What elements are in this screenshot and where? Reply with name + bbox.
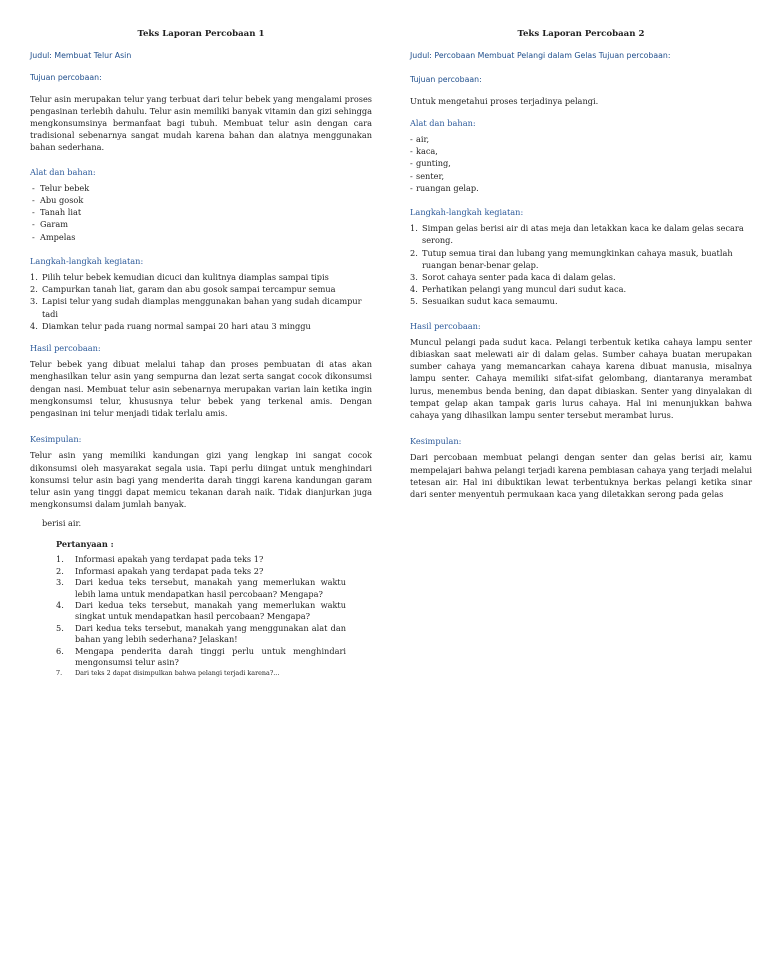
report-1-hasil-heading: Hasil percobaan: [30,343,101,354]
report-1 [30,24,372,511]
report-2-kesimpulan-text: Dari percobaan membuat pelangi dengan senter dan gelas berisi air, kamu mempelajari bahwa pelangi terjadi karena pembiasan cahaya yang terjadi melalui tetesan air. Hal ini dibuktikan lewat terbentuknya berkas pelangi ketika sinar dari senter menyentuh permukaan kaca yang diletakkan serong pada gelas [410,452,752,500]
question-item: 3. Dari kedua teks tersebut, manakah yang memerlukan waktu lebih lama untuk mendapatkan hasil percobaan? Mengapa? [56,577,346,599]
list-item: 5. Sesuaikan sudut kaca semaumu. [410,296,558,307]
list-item: 4. Diamkan telur pada ruang normal sampai 20 hari atau 3 minggu [30,320,311,331]
report-2-hasil-heading: Hasil percobaan: [410,320,481,331]
report-1-kesimpulan-text: Telur asin yang memiliki kandungan gizi yang lengkap ini sangat cocok dikonsumsi oleh masyarakat segala usia. Tapi perlu diingat untuk menghindari konsumsi telur asin bagi yang menderita darah tinggi karena kandungan garam telur asin yang tinggi dapat memicu tekanan darah naik. Tidak dianjurkan juga mengkonsumsi dalam jumlah banyak. [30,450,372,510]
report-1-langkah-heading: Langkah-langkah kegiatan: [30,255,144,266]
list-item: - air, [410,134,430,145]
list-item: - ruangan gelap. [410,182,479,193]
report-2 [410,24,752,500]
list-item: 2. Tutup semua tirai dan lubang yang memungkinkan cahaya masuk, buatlah ruangan benar-benar gelap. [410,247,733,270]
questions-list [56,554,346,679]
report-1-tujuan-heading: Tujuan percobaan: [30,73,102,83]
list-item: - Ampelas [32,231,76,242]
report-2-judul: Judul: Percobaan Membuat Pelangi dalam Gelas Tujuan percobaan: [410,51,671,61]
list-item: - Garam [32,219,68,230]
report-1-title: Teks Laporan Percobaan 1 [137,29,265,39]
question-item: 6. Mengapa penderita darah tinggi perlu untuk menghindari mengonsumsi telur asin? [56,645,346,668]
list-item: - Abu gosok [32,195,84,206]
list-item: - Tanah liat [32,207,82,218]
list-item: - Telur bebek [32,182,90,193]
report-2-hasil-text: Muncul pelangi pada sudut kaca. Pelangi terbentuk ketika cahaya lampu senter dibiaskan saat melewati air di dalam gelas. Sumber cahaya buatan merupakan sumber cahaya yang memancarkan cahaya karena dibuat manusia, misalnya lampu senter. Cahaya memiliki sifat-sifat gelombang, diantaranya merambat lurus, menembus benda bening, dan dapat dibiaskan. Senter yang dinyalakan di tempat gelap akan tampak garis lurus cahaya. Hal ini menunjukkan bahwa cahaya yang dihasilkan lampu senter tersebut merambat lurus. [410,336,752,421]
report-2-langkah-heading: Langkah-langkah kegiatan: [410,207,524,218]
question-item: 5. Dari kedua teks tersebut, manakah yang menggunakan alat dan bahan yang lebih sederhana? Jelaskan! [56,622,346,645]
list-item: 4. Perhatikan pelangi yang muncul dari sudut kaca. [410,284,627,295]
list-item: - gunting, [410,158,451,169]
question-item: 1. Informasi apakah yang terdapat pada teks 1? [56,554,264,565]
list-item: 1. Pilih telur bebek kemudian dicuci dan kulitnya diamplas sampai tipis [30,272,329,283]
question-item: 4. Dari kedua teks tersebut, manakah yang memerlukan waktu singkat untuk mendapatkan hasil percobaan? Mengapa? [56,600,346,622]
report-2-title: Teks Laporan Percobaan 2 [517,29,645,39]
list-item: 2. Campurkan tanah liat, garam dan abu gosok sampai tercampur semua [30,284,336,295]
list-item: 3. Lapisi telur yang sudah diamplas menggunakan bahan yang sudah dicampur tadi [30,296,362,319]
report-1-alat-list [30,182,372,243]
report-2-tujuan-heading: Tujuan percobaan: [410,75,482,85]
report-1-langkah-list [30,271,372,332]
questions-title: Pertanyaan : [56,539,114,549]
report-1-tujuan-text: Telur asin merupakan telur yang terbuat dari telur bebek yang mengalami proses pengasinan terlebih dahulu. Telur asin memiliki banyak vitamin dan gizi sehingga mengkonsumsinya bermanfaat bagi tubuh. Membuat telur asin dengan cara tradisional sebenarnya sangat mudah karena bahan dan alatnya menggunakan bahan sederhana. [30,93,372,153]
questions-section [56,539,346,680]
report-2-kesimpulan-heading: Kesimpulan: [410,436,462,447]
report-1-hasil-text: Telur bebek yang dibuat melalui tahap dan proses pembuatan di atas akan menghasilkan telur asin yang sempurna dan lezat serta sangat cocok dikonsumsi dengan nasi. Membuat telur asin sebenarnya merupakan varian lain ketika ingin mengkonsumsi telur, khususnya telur bebek yang terkenal amis. Dengan pengasinan ini telur menjadi tidak terlalu amis. [30,359,372,419]
report-1-judul: Judul: Membuat Telur Asin [30,51,132,61]
report-2-tujuan-text: Untuk mengetahui proses terjadinya pelangi. [410,95,599,106]
report-1-kesimpulan-heading: Kesimpulan: [30,434,82,445]
question-item: 2. Informasi apakah yang terdapat pada teks 2? [56,565,264,576]
question-item: 7. Dari teks 2 dapat disimpulkan bahwa pelangi terjadi karena?... [56,669,280,678]
list-item: 3. Sorot cahaya senter pada kaca di dalam gelas. [410,272,616,283]
list-item: - senter, [410,170,445,181]
report-2-alat-list [410,133,752,194]
report-1-alat-heading: Alat dan bahan: [30,166,96,177]
report-2-alat-heading: Alat dan bahan: [410,117,476,128]
report-2-kesimpulan-tail: berisi air. [42,518,82,528]
list-item: - kaca, [410,146,438,157]
list-item: 1. Simpan gelas berisi air di atas meja dan letakkan kaca ke dalam gelas secara serong. [410,223,744,246]
report-2-langkah-list [410,222,752,307]
